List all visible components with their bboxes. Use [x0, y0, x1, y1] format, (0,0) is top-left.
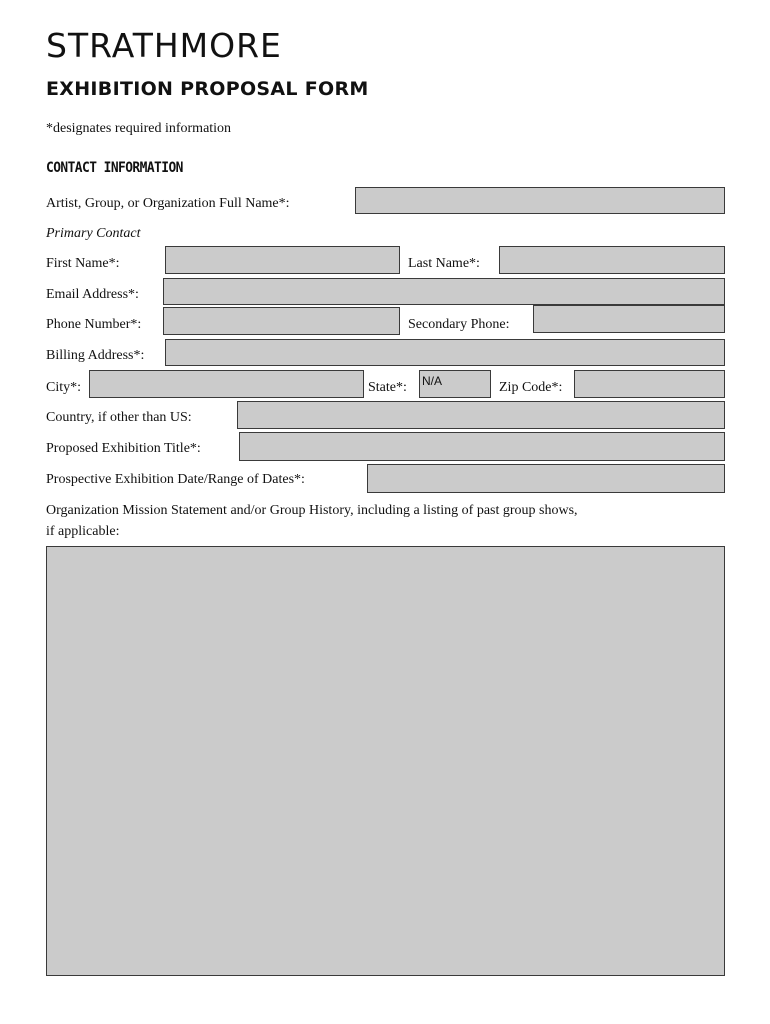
city-field[interactable]: [89, 370, 364, 398]
strathmore-logo: STRATHMORE: [46, 26, 282, 65]
email-field[interactable]: [163, 278, 725, 305]
last-name-label: Last Name*:: [408, 256, 480, 271]
phone-field[interactable]: [163, 307, 400, 335]
billing-address-label: Billing Address*:: [46, 348, 145, 363]
last-name-field[interactable]: [499, 246, 725, 274]
primary-contact-label: Primary Contact: [46, 226, 141, 241]
country-label: Country, if other than US:: [46, 410, 192, 425]
first-name-field[interactable]: [165, 246, 400, 274]
first-name-label: First Name*:: [46, 256, 120, 271]
form-title: EXHIBITION PROPOSAL FORM: [46, 78, 369, 100]
mission-label-line1: Organization Mission Statement and/or Group History, including a listing of past group shows,: [46, 503, 578, 518]
secondary-phone-label: Secondary Phone:: [408, 317, 510, 332]
full-name-label: Artist, Group, or Organization Full Name*:: [46, 196, 290, 211]
exhibition-title-field[interactable]: [239, 432, 725, 461]
section-title-contact: CONTACT INFORMATION: [46, 160, 183, 176]
state-field[interactable]: N/A: [419, 370, 491, 398]
phone-label: Phone Number*:: [46, 317, 142, 332]
exhibition-dates-label: Prospective Exhibition Date/Range of Dates*:: [46, 472, 305, 487]
state-label: State*:: [368, 380, 407, 395]
billing-address-field[interactable]: [165, 339, 725, 366]
city-label: City*:: [46, 380, 82, 395]
country-field[interactable]: [237, 401, 725, 429]
zip-field[interactable]: [574, 370, 725, 398]
email-label: Email Address*:: [46, 287, 139, 302]
exhibition-dates-field[interactable]: [367, 464, 725, 493]
full-name-field[interactable]: [355, 187, 725, 214]
zip-label: Zip Code*:: [499, 380, 563, 395]
exhibition-title-label: Proposed Exhibition Title*:: [46, 441, 201, 456]
mission-statement-textarea[interactable]: [46, 546, 725, 976]
mission-label-line2: if applicable:: [46, 524, 120, 539]
required-note: *designates required information: [46, 121, 232, 136]
secondary-phone-field[interactable]: [533, 305, 725, 333]
